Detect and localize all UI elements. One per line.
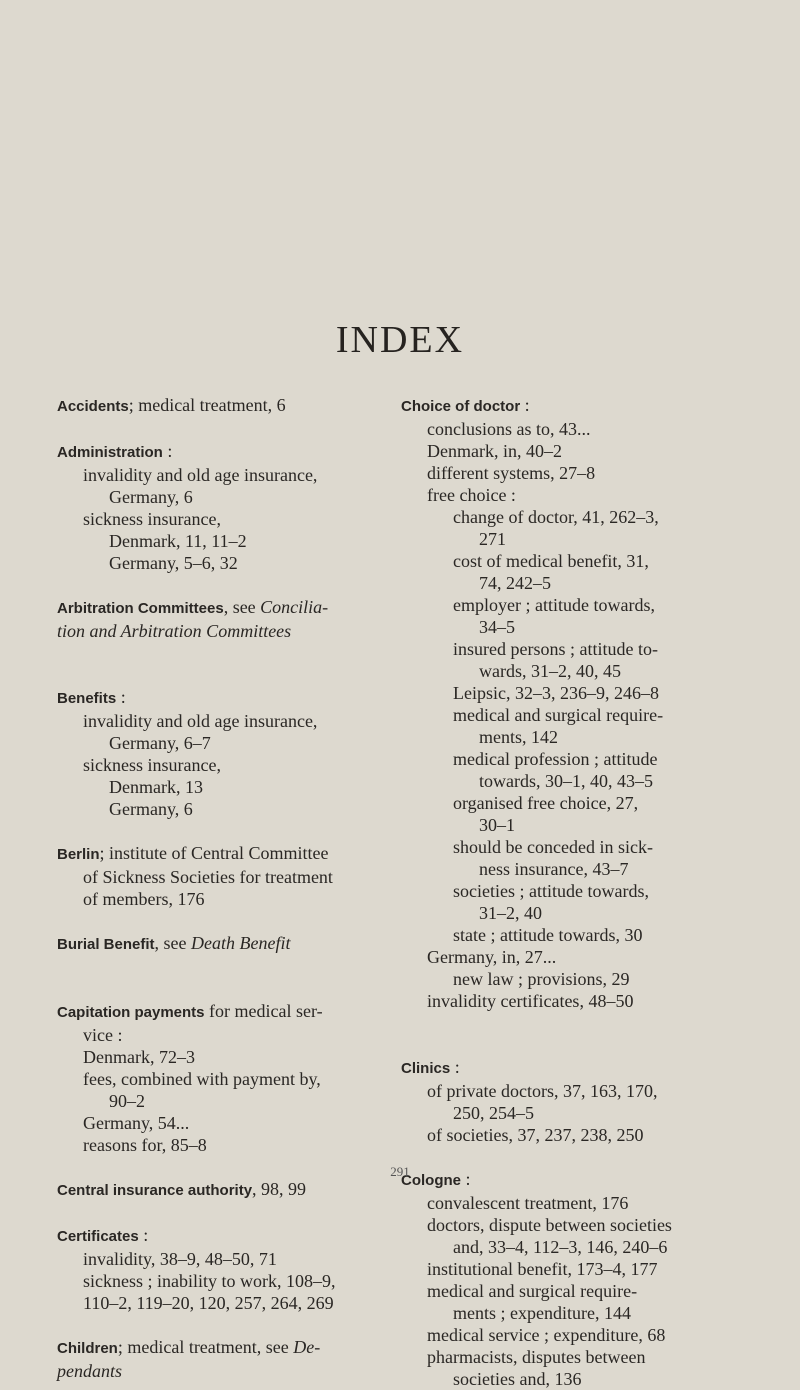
- sub-entry: cost of medical benefit, 31,: [453, 551, 649, 571]
- entry-continuation: 31–2, 40: [479, 903, 542, 923]
- sub-entry: invalidity, 38–9, 48–50, 71: [83, 1249, 277, 1269]
- page-number: 291: [390, 1164, 410, 1179]
- sub-entry: Germany, 6–7: [109, 733, 211, 753]
- entry-continuation: of Sickness Societies for treatment: [83, 867, 333, 887]
- entry-continuation: of members, 176: [83, 889, 205, 909]
- entry-text: :: [116, 687, 126, 707]
- entry-text: :: [520, 395, 530, 415]
- entry-heading: Arbitration Committees: [57, 600, 224, 617]
- sub-entry: new law ; provisions, 29: [453, 969, 630, 989]
- entry-text: , see: [223, 597, 261, 617]
- sub-entry: medical and surgical require-: [453, 705, 664, 725]
- sub-entry: insured persons ; attitude to-: [453, 639, 658, 659]
- index-entry: [57, 1336, 377, 1360]
- sub-entry: pharmacists, disputes between: [427, 1347, 646, 1367]
- sub-entry: institutional benefit, 173–4, 177: [427, 1259, 658, 1279]
- entry-continuation: and, 33–4, 112–3, 146, 240–6: [453, 1237, 668, 1257]
- entry-heading: Choice of doctor: [401, 398, 521, 415]
- cross-reference: De-: [293, 1337, 321, 1357]
- sub-entry: sickness insurance,: [83, 509, 221, 529]
- index-entry: [57, 1224, 377, 1248]
- entry-heading: Capitation payments: [57, 1004, 205, 1021]
- entry-text: :: [450, 1057, 460, 1077]
- entry-continuation: ness insurance, 43–7: [479, 859, 629, 879]
- index-column-left: [57, 394, 377, 1382]
- index-entry: [57, 440, 377, 464]
- sub-entry: invalidity and old age insurance,: [83, 465, 318, 485]
- entry-text: , see: [154, 933, 191, 953]
- sub-entry: change of doctor, 41, 262–3,: [453, 507, 659, 527]
- sub-entry: reasons for, 85–8: [83, 1135, 207, 1155]
- sub-entry: fees, combined with payment by,: [83, 1069, 321, 1089]
- index-entry: [57, 596, 377, 620]
- sub-entry: Denmark, 11, 11–2: [109, 531, 247, 551]
- index-entry: [57, 1000, 377, 1024]
- cross-reference: pendants: [57, 1361, 122, 1381]
- sub-entry: conclusions as to, 43...: [427, 419, 591, 439]
- sub-entry: should be conceded in sick-: [453, 837, 653, 857]
- cross-reference: Concilia-: [260, 597, 329, 617]
- sub-entry: convalescent treatment, 176: [427, 1193, 629, 1213]
- entry-continuation: 250, 254–5: [453, 1103, 534, 1123]
- entry-text: for medical ser-: [204, 1001, 323, 1021]
- sub-entry: Denmark, 13: [109, 777, 203, 797]
- sub-entry: medical profession ; attitude: [453, 749, 658, 769]
- sub-entry: Germany, 6: [109, 487, 193, 507]
- entry-continuation: 74, 242–5: [479, 573, 551, 593]
- sub-entry: Leipsic, 32–3, 236–9, 246–8: [453, 683, 659, 703]
- sub-entry: doctors, dispute between societies: [427, 1215, 672, 1235]
- sub-entry: Germany, 6: [109, 799, 193, 819]
- entry-text: ; institute of Central Committee: [99, 843, 329, 863]
- entry-text: ; medical treatment, 6: [128, 395, 286, 415]
- entry-continuation: wards, 31–2, 40, 45: [479, 661, 621, 681]
- entry-continuation: ments ; expenditure, 144: [453, 1303, 631, 1323]
- sub-entry: employer ; attitude towards,: [453, 595, 655, 615]
- page-title: INDEX: [335, 319, 465, 361]
- entry-heading: Benefits: [57, 690, 117, 707]
- entry-heading: Clinics: [401, 1060, 451, 1077]
- sub-entry: invalidity and old age insurance,: [83, 711, 318, 731]
- entry-text: :: [138, 1225, 149, 1245]
- sub-entry: 110–2, 119–20, 120, 257, 264, 269: [83, 1293, 334, 1313]
- entry-continuation: societies and, 136: [453, 1369, 582, 1389]
- sub-entry: Germany, 54...: [83, 1113, 190, 1133]
- index-entry: [57, 842, 377, 866]
- entry-heading: Cologne: [401, 1172, 461, 1189]
- sub-entry: 90–2: [109, 1091, 145, 1111]
- index-entry: [401, 394, 741, 418]
- sub-entry: medical service ; expenditure, 68: [427, 1325, 666, 1345]
- sub-entry: Germany, in, 27...: [427, 947, 557, 967]
- cross-reference: tion and Arbitration Committees: [57, 621, 292, 641]
- entry-heading: Administration: [57, 444, 163, 461]
- entry-text: ; medical treatment, see: [117, 1337, 294, 1357]
- sub-entry: medical and surgical require-: [427, 1281, 638, 1301]
- entry-continuation: ments, 142: [479, 727, 558, 747]
- entry-text: , 98, 99: [252, 1179, 307, 1199]
- index-entry: [401, 1056, 741, 1080]
- cross-reference: Death Benefit: [191, 933, 291, 953]
- sub-entry: free choice :: [427, 485, 516, 505]
- entry-text: :: [162, 441, 173, 461]
- sub-entry: societies ; attitude towards,: [453, 881, 649, 901]
- sub-entry: different systems, 27–8: [427, 463, 596, 483]
- sub-entry: of societies, 37, 237, 238, 250: [427, 1125, 644, 1145]
- index-entry: [57, 686, 377, 710]
- entry-heading: Burial Benefit: [57, 936, 155, 953]
- sub-entry: sickness insurance,: [83, 755, 221, 775]
- entry-heading: Berlin: [57, 846, 100, 863]
- entry-heading: Certificates: [57, 1228, 139, 1245]
- entry-continuation: 30–1: [479, 815, 515, 835]
- sub-entry: sickness ; inability to work, 108–9,: [83, 1271, 336, 1291]
- entry-heading: Children: [57, 1340, 118, 1357]
- entry-heading: Accidents: [57, 398, 129, 415]
- entry-heading: Central insurance authority: [57, 1182, 253, 1199]
- entry-continuation: vice :: [83, 1025, 123, 1045]
- sub-entry: organised free choice, 27,: [453, 793, 639, 813]
- entry-text: :: [461, 1169, 471, 1189]
- sub-entry: of private doctors, 37, 163, 170,: [427, 1081, 658, 1101]
- sub-entry: Denmark, 72–3: [83, 1047, 195, 1067]
- sub-entry: Germany, 5–6, 32: [109, 553, 238, 573]
- index-column-right: [401, 394, 741, 1390]
- entry-continuation: 271: [479, 529, 506, 549]
- entry-continuation: 34–5: [479, 617, 515, 637]
- sub-entry: invalidity certificates, 48–50: [427, 991, 634, 1011]
- entry-continuation: towards, 30–1, 40, 43–5: [479, 771, 653, 791]
- sub-entry: Denmark, in, 40–2: [427, 441, 562, 461]
- index-entry: [57, 932, 377, 956]
- index-entry: [57, 1178, 377, 1202]
- sub-entry: state ; attitude towards, 30: [453, 925, 643, 945]
- index-entry: [57, 394, 377, 418]
